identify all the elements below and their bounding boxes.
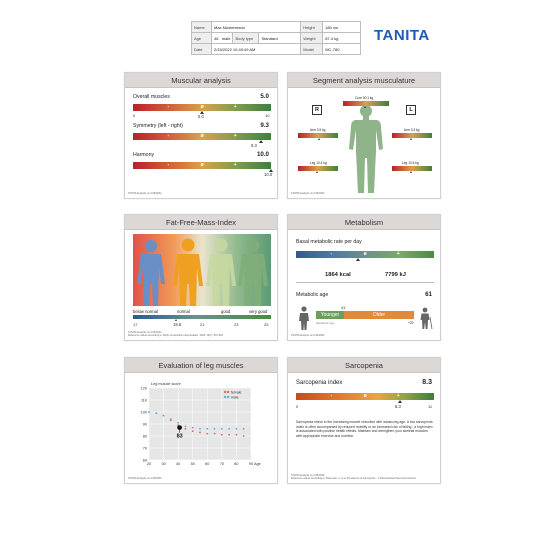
y-tick-label: 120 bbox=[140, 386, 147, 391]
point-male bbox=[148, 411, 150, 413]
ffmi-tick-21: 21 bbox=[200, 322, 205, 327]
y-tick-label: 110 bbox=[140, 398, 147, 403]
ffmi-panel bbox=[124, 214, 278, 341]
segment-footnote: TANITA Analysis on 2/15/2022 bbox=[291, 191, 325, 195]
actual-age-label: 41 bbox=[341, 305, 346, 310]
x-tick-label: 30 bbox=[161, 462, 166, 466]
ffmi-marker-label: 19.6 bbox=[173, 322, 182, 327]
point-female bbox=[199, 432, 201, 434]
ffmi-figures-icon bbox=[133, 234, 271, 306]
plus-symbol: + bbox=[233, 104, 237, 110]
ffmi-scale-bar bbox=[133, 315, 271, 319]
legend-label-male: male bbox=[231, 395, 239, 400]
point-male bbox=[155, 412, 157, 414]
muscular-analysis-title: Muscular analysis bbox=[125, 73, 277, 88]
point-male bbox=[199, 428, 201, 430]
x-tick-label: 70 bbox=[219, 462, 224, 466]
overall-muscles-value: 5.0 bbox=[260, 93, 269, 100]
point-male bbox=[206, 428, 208, 430]
patient-info-table bbox=[191, 21, 361, 55]
bmr-kj: 7799 kJ bbox=[385, 272, 406, 278]
overall-muscles-label: Overall muscles bbox=[133, 94, 170, 100]
overall-muscles-bar bbox=[133, 104, 271, 111]
body-type-value: Standard bbox=[259, 33, 301, 44]
arm-right-marker bbox=[318, 138, 320, 140]
point-female bbox=[192, 430, 194, 432]
point-female bbox=[214, 433, 216, 435]
tanita-logo: TANITA bbox=[374, 27, 430, 44]
leg-muscle-chart bbox=[129, 376, 275, 474]
point-male bbox=[214, 428, 216, 430]
sarcopenia-description: Sarcopenia refers to the increasing muscle reduction with advancing age. A low sarcopenia index is often accompanied by reduced mobility or an increased risk of falling - a high index is associated with positive health effects. Maintain and strengthen your skeletal muscles with appropriate exercise and nutrition. bbox=[296, 420, 433, 438]
x-tick-label: 40 bbox=[176, 462, 181, 466]
symmetry-marker bbox=[259, 140, 263, 143]
point-male bbox=[228, 428, 230, 430]
harmony-bar bbox=[133, 162, 271, 169]
x-tick-label: 60 bbox=[205, 462, 210, 466]
sarcopenia-scale-min: 0 bbox=[296, 404, 299, 409]
plus-symbol: + bbox=[396, 393, 400, 399]
chart-title: Leg muscle score bbox=[151, 382, 181, 386]
metabolic-age-value: 61 bbox=[425, 291, 432, 298]
arm-left-bar bbox=[392, 133, 432, 138]
y-tick-label: 100 bbox=[140, 410, 147, 415]
metabolism-title: Metabolism bbox=[288, 215, 440, 230]
zero-symbol: ø bbox=[200, 104, 204, 110]
core-label: Core 30.1 kg bbox=[355, 96, 374, 100]
legend-marker-female bbox=[227, 391, 229, 393]
harmony-value: 10.0 bbox=[256, 151, 269, 158]
point-female bbox=[221, 434, 223, 436]
sex-value: male bbox=[221, 35, 231, 41]
ffmi-tick-25: 25 bbox=[264, 322, 269, 327]
ffmi-tick-17: 17 bbox=[133, 322, 138, 327]
metabolism-divider bbox=[296, 282, 434, 283]
sarcopenia-title: Sarcopenia bbox=[288, 358, 440, 373]
minus-symbol: - bbox=[167, 133, 170, 139]
harmony-marker-label: 10.0 bbox=[264, 172, 273, 177]
height-label: Height bbox=[301, 22, 323, 33]
category-very-good: very good bbox=[249, 309, 268, 314]
plus-symbol: + bbox=[233, 162, 237, 168]
sarcopenia-marker bbox=[398, 400, 402, 403]
ffmi-tick-23: 23 bbox=[234, 322, 239, 327]
sarcopenia-marker-label: 8.3 bbox=[395, 404, 401, 409]
bmr-label: Basal metabolic rate per day bbox=[296, 239, 362, 245]
arm-left-marker bbox=[410, 138, 412, 140]
x-tick-label: 50 bbox=[190, 462, 195, 466]
arm-right-label: Arm 3.5 kg bbox=[310, 128, 326, 132]
zero-symbol: ø bbox=[200, 162, 204, 168]
user-point-label: 83 bbox=[176, 433, 183, 440]
scale-min: 0 bbox=[133, 113, 136, 118]
muscular-footnote: TANITA Analysis on 2/15/2022 bbox=[128, 191, 162, 195]
older-person-icon bbox=[420, 307, 434, 329]
age-label: Age bbox=[192, 33, 212, 44]
ffmi-footnote bbox=[128, 331, 223, 337]
bmr-kcal: 1864 kcal bbox=[325, 272, 351, 278]
sarcopenia-panel bbox=[287, 357, 441, 484]
symmetry-label: Symmetry (left - right) bbox=[133, 123, 183, 129]
y-tick-label: 90 bbox=[142, 422, 147, 427]
symmetry-marker-label: 9.3 bbox=[251, 143, 257, 148]
height-value: 180 cm bbox=[323, 22, 361, 33]
x-tick-label: 90 bbox=[248, 462, 254, 466]
legend-marker-male bbox=[224, 396, 226, 398]
younger-person-icon bbox=[298, 306, 310, 330]
minus-symbol: - bbox=[167, 162, 170, 168]
symmetry-bar bbox=[133, 133, 271, 140]
point-male bbox=[170, 418, 172, 420]
model-value: MC-780 bbox=[323, 44, 361, 55]
y-tick-label: 80 bbox=[142, 434, 147, 439]
name-label: Name bbox=[192, 22, 212, 33]
sarcopenia-footnote bbox=[291, 474, 416, 480]
model-label: Model bbox=[301, 44, 323, 55]
core-marker bbox=[364, 106, 366, 108]
sarcopenia-footnote-1: TANITA Analysis on 2/15/2022 bbox=[291, 473, 325, 477]
bmr-bar bbox=[296, 251, 434, 258]
ffmi-title: Fat-Free-Mass-Index bbox=[125, 215, 277, 230]
sarcopenia-index-label: Sarcopenia index bbox=[296, 380, 343, 386]
weight-value: 87.4 kg bbox=[323, 33, 361, 44]
legend-label-female: female bbox=[231, 390, 242, 395]
point-female bbox=[243, 435, 245, 437]
muscular-analysis-panel bbox=[124, 72, 278, 199]
minus-symbol: - bbox=[330, 393, 333, 399]
plus-symbol: + bbox=[396, 251, 400, 257]
body-type-label: Body type bbox=[233, 33, 259, 44]
leg-left-label: Leg 10.6 kg bbox=[402, 161, 419, 165]
zero-symbol: ø bbox=[363, 393, 367, 399]
point-male bbox=[163, 415, 165, 417]
metabolism-panel bbox=[287, 214, 441, 341]
legend-marker-male bbox=[227, 396, 229, 398]
age-plus-label: +20 bbox=[408, 321, 414, 325]
symmetry-value: 9.3 bbox=[260, 122, 269, 129]
segment-analysis-title: Segment analysis musculature bbox=[288, 73, 440, 88]
leg-right-label: Leg 10.4 kg bbox=[310, 161, 327, 165]
ffmi-footnote-2: Reference values according to: Body composition interpretation, 2003; 19(7): 597-604 bbox=[128, 333, 223, 337]
point-male bbox=[185, 426, 187, 428]
leg-right-marker bbox=[316, 171, 318, 173]
metabolic-age-scale-label: Metabolic age bbox=[316, 321, 335, 325]
right-side-box: R bbox=[312, 105, 322, 115]
arm-left-label: Arm 3.3 kg bbox=[404, 128, 420, 132]
zero-symbol: ø bbox=[200, 133, 204, 139]
minus-symbol: - bbox=[167, 104, 170, 110]
ffmi-footnote-1: TANITA Analysis on 2/15/2022 bbox=[128, 330, 162, 334]
category-normal: normal bbox=[177, 309, 190, 314]
point-male bbox=[177, 422, 179, 424]
date-label: Date bbox=[192, 44, 212, 55]
x-tick-label: 80 bbox=[234, 462, 239, 466]
info-row-age bbox=[192, 33, 361, 44]
leg-footnote: TANITA Analysis on 2/15/2022 bbox=[128, 476, 162, 480]
category-good: good bbox=[221, 309, 231, 314]
leg-muscles-panel bbox=[124, 357, 278, 484]
minus-symbol: - bbox=[330, 251, 333, 257]
sarcopenia-index-value: 8.3 bbox=[422, 379, 432, 386]
info-row-name bbox=[192, 22, 361, 33]
leg-muscles-title: Evaluation of leg muscles bbox=[125, 358, 277, 373]
age-value bbox=[212, 33, 233, 44]
metabolic-age-label: Metabolic age bbox=[296, 292, 329, 298]
point-female bbox=[236, 434, 238, 436]
y-tick-label: 60 bbox=[142, 458, 147, 463]
age-number: 46 bbox=[214, 35, 219, 41]
point-male bbox=[192, 427, 194, 429]
sarcopenia-bar bbox=[296, 393, 434, 400]
sarcopenia-footnote-2: Reference values according to: Baumeler, J. et al. Prevalence of sarcopenia... J Musculoskelet Neuronal Interact. bbox=[291, 476, 417, 480]
segment-analysis-panel bbox=[287, 72, 441, 199]
x-axis-label: Age bbox=[254, 462, 261, 466]
overall-muscles-marker-label: 5.0 bbox=[198, 114, 204, 119]
point-male bbox=[221, 428, 223, 430]
bmr-marker bbox=[356, 258, 360, 261]
point-female bbox=[228, 434, 230, 436]
sarcopenia-scale-max: 11 bbox=[428, 404, 433, 409]
weight-label: Weight bbox=[301, 33, 323, 44]
scale-max: 10 bbox=[265, 113, 270, 118]
left-side-box: L bbox=[406, 105, 416, 115]
leg-left-marker bbox=[410, 171, 412, 173]
point-female bbox=[185, 428, 187, 430]
leg-right-bar bbox=[298, 166, 338, 171]
younger-bar: Younger bbox=[316, 311, 344, 319]
zero-symbol: ø bbox=[363, 251, 367, 257]
category-below-normal: below normal bbox=[133, 309, 158, 314]
core-bar bbox=[343, 101, 389, 106]
legend-marker-female bbox=[224, 391, 226, 393]
x-tick-label: 20 bbox=[146, 462, 152, 466]
harmony-label: Harmony bbox=[133, 152, 155, 158]
info-row-date bbox=[192, 44, 361, 55]
user-point bbox=[177, 425, 182, 430]
body-figure-icon bbox=[343, 103, 389, 195]
date-value: 2/15/2022 10:49:49 AM bbox=[212, 44, 301, 55]
y-tick-label: 70 bbox=[142, 446, 147, 451]
older-bar: Older bbox=[344, 311, 414, 319]
metabolism-footnote: TANITA Analysis on 2/15/2022 bbox=[291, 333, 325, 337]
plus-symbol: + bbox=[233, 133, 237, 139]
ffmi-marker bbox=[175, 319, 177, 321]
name-value: Max Mustermann bbox=[212, 22, 301, 33]
point-female bbox=[206, 433, 208, 435]
point-male bbox=[243, 428, 245, 430]
point-male bbox=[236, 428, 238, 430]
